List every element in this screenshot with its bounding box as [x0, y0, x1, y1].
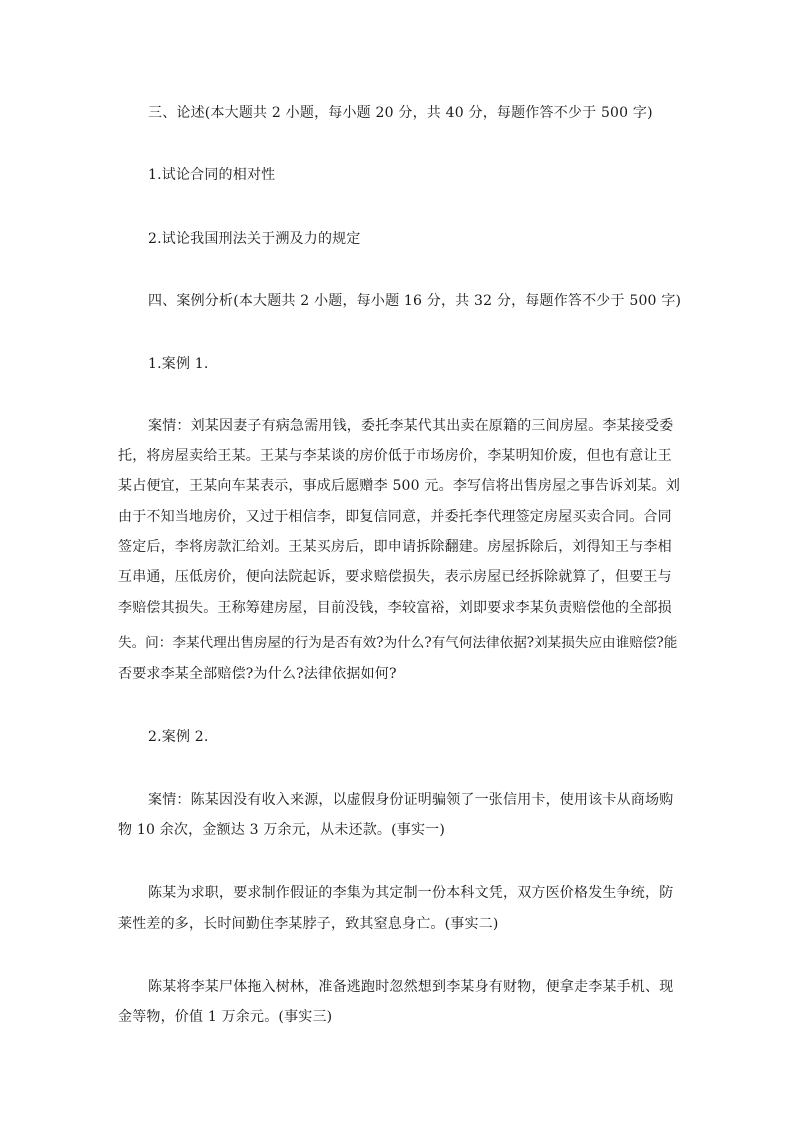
case2-fact2-line: 莱性差的多，长时间勤住李某脖子，致其窒息身亡。(事实二) — [118, 916, 499, 932]
case1-paragraph-line: 某占便宜，王某向车某表示，事成后愿赠李 500 元。李写信将出售房屋之事告诉刘某。刘 — [118, 478, 681, 494]
section3-question-2: 2.试论我国刑法关于溯及力的规定 — [148, 231, 361, 247]
case2-fact3-line: 金等物，价值 1 万余元。(事实三) — [118, 1009, 333, 1025]
case2-fact1-line: 物 10 余次，金额达 3 万余元，从未还款。(事实一) — [118, 822, 446, 838]
case1-paragraph-line: 签定后，李将房款汇给刘。王某买房后，即申请拆除翻建。房屋拆除后，刘得知王与李相 — [118, 539, 672, 555]
case1-paragraph-line: 由于不知当地房价，又过于相信李，即复信同意，并委托李代理签定房屋买卖合同。合同 — [118, 509, 672, 525]
case2-fact2-line: 陈某为求职，要求制作假证的李集为其定制一份本科文凭，双方医价格发生争统，防 — [148, 885, 674, 901]
case1-paragraph-line: 失。问：李某代理出售房屋的行为是否有效?为什么?有气何法律依据?刘某损失应由谁赔偿?能 — [118, 635, 678, 651]
section3-heading: 三、论述(本大题共 2 小题，每小题 20 分，共 40 分，每题作答不少于 500 字) — [148, 105, 653, 121]
case1-paragraph-line: 否要求李某全部赔偿?为什么?法律依据如何? — [118, 666, 397, 682]
case1-title: 1.案例 1. — [148, 356, 209, 372]
case2-fact1-line: 案情：陈某因没有收入来源，以虚假身份证明骗领了一张信用卡，使用该卡从商场购 — [148, 792, 674, 808]
case1-paragraph-line: 案情：刘某因妻子有病急需用钱，委托李某代其出卖在原籍的三间房屋。李某接受委 — [148, 418, 674, 434]
case2-title: 2.案例 2. — [148, 729, 209, 745]
case1-paragraph-line: 托，将房屋卖给王某。王某与李某谈的房价低于市场房价，李某明知价废，但也有意让王 — [118, 448, 672, 464]
section3-question-1: 1.试论合同的相对性 — [148, 167, 276, 183]
case1-paragraph-line: 李赔偿其损失。王称筹建房屋，目前没钱，李较富裕，刘即要求李某负责赔偿他的全部损 — [118, 600, 672, 616]
case1-paragraph-line: 互串通，压低房价，便向法院起诉，要求赔偿损失，表示房屋已经拆除就算了，但要王与 — [118, 569, 672, 585]
section4-heading: 四、案例分析(本大题共 2 小题，每小题 16 分，共 32 分，每题作答不少于 500 字) — [148, 293, 682, 309]
case2-fact3-line: 陈某将李某尸体拖入树林，准备逃跑时忽然想到李某身有财物，便拿走李某手机、现 — [148, 979, 674, 995]
